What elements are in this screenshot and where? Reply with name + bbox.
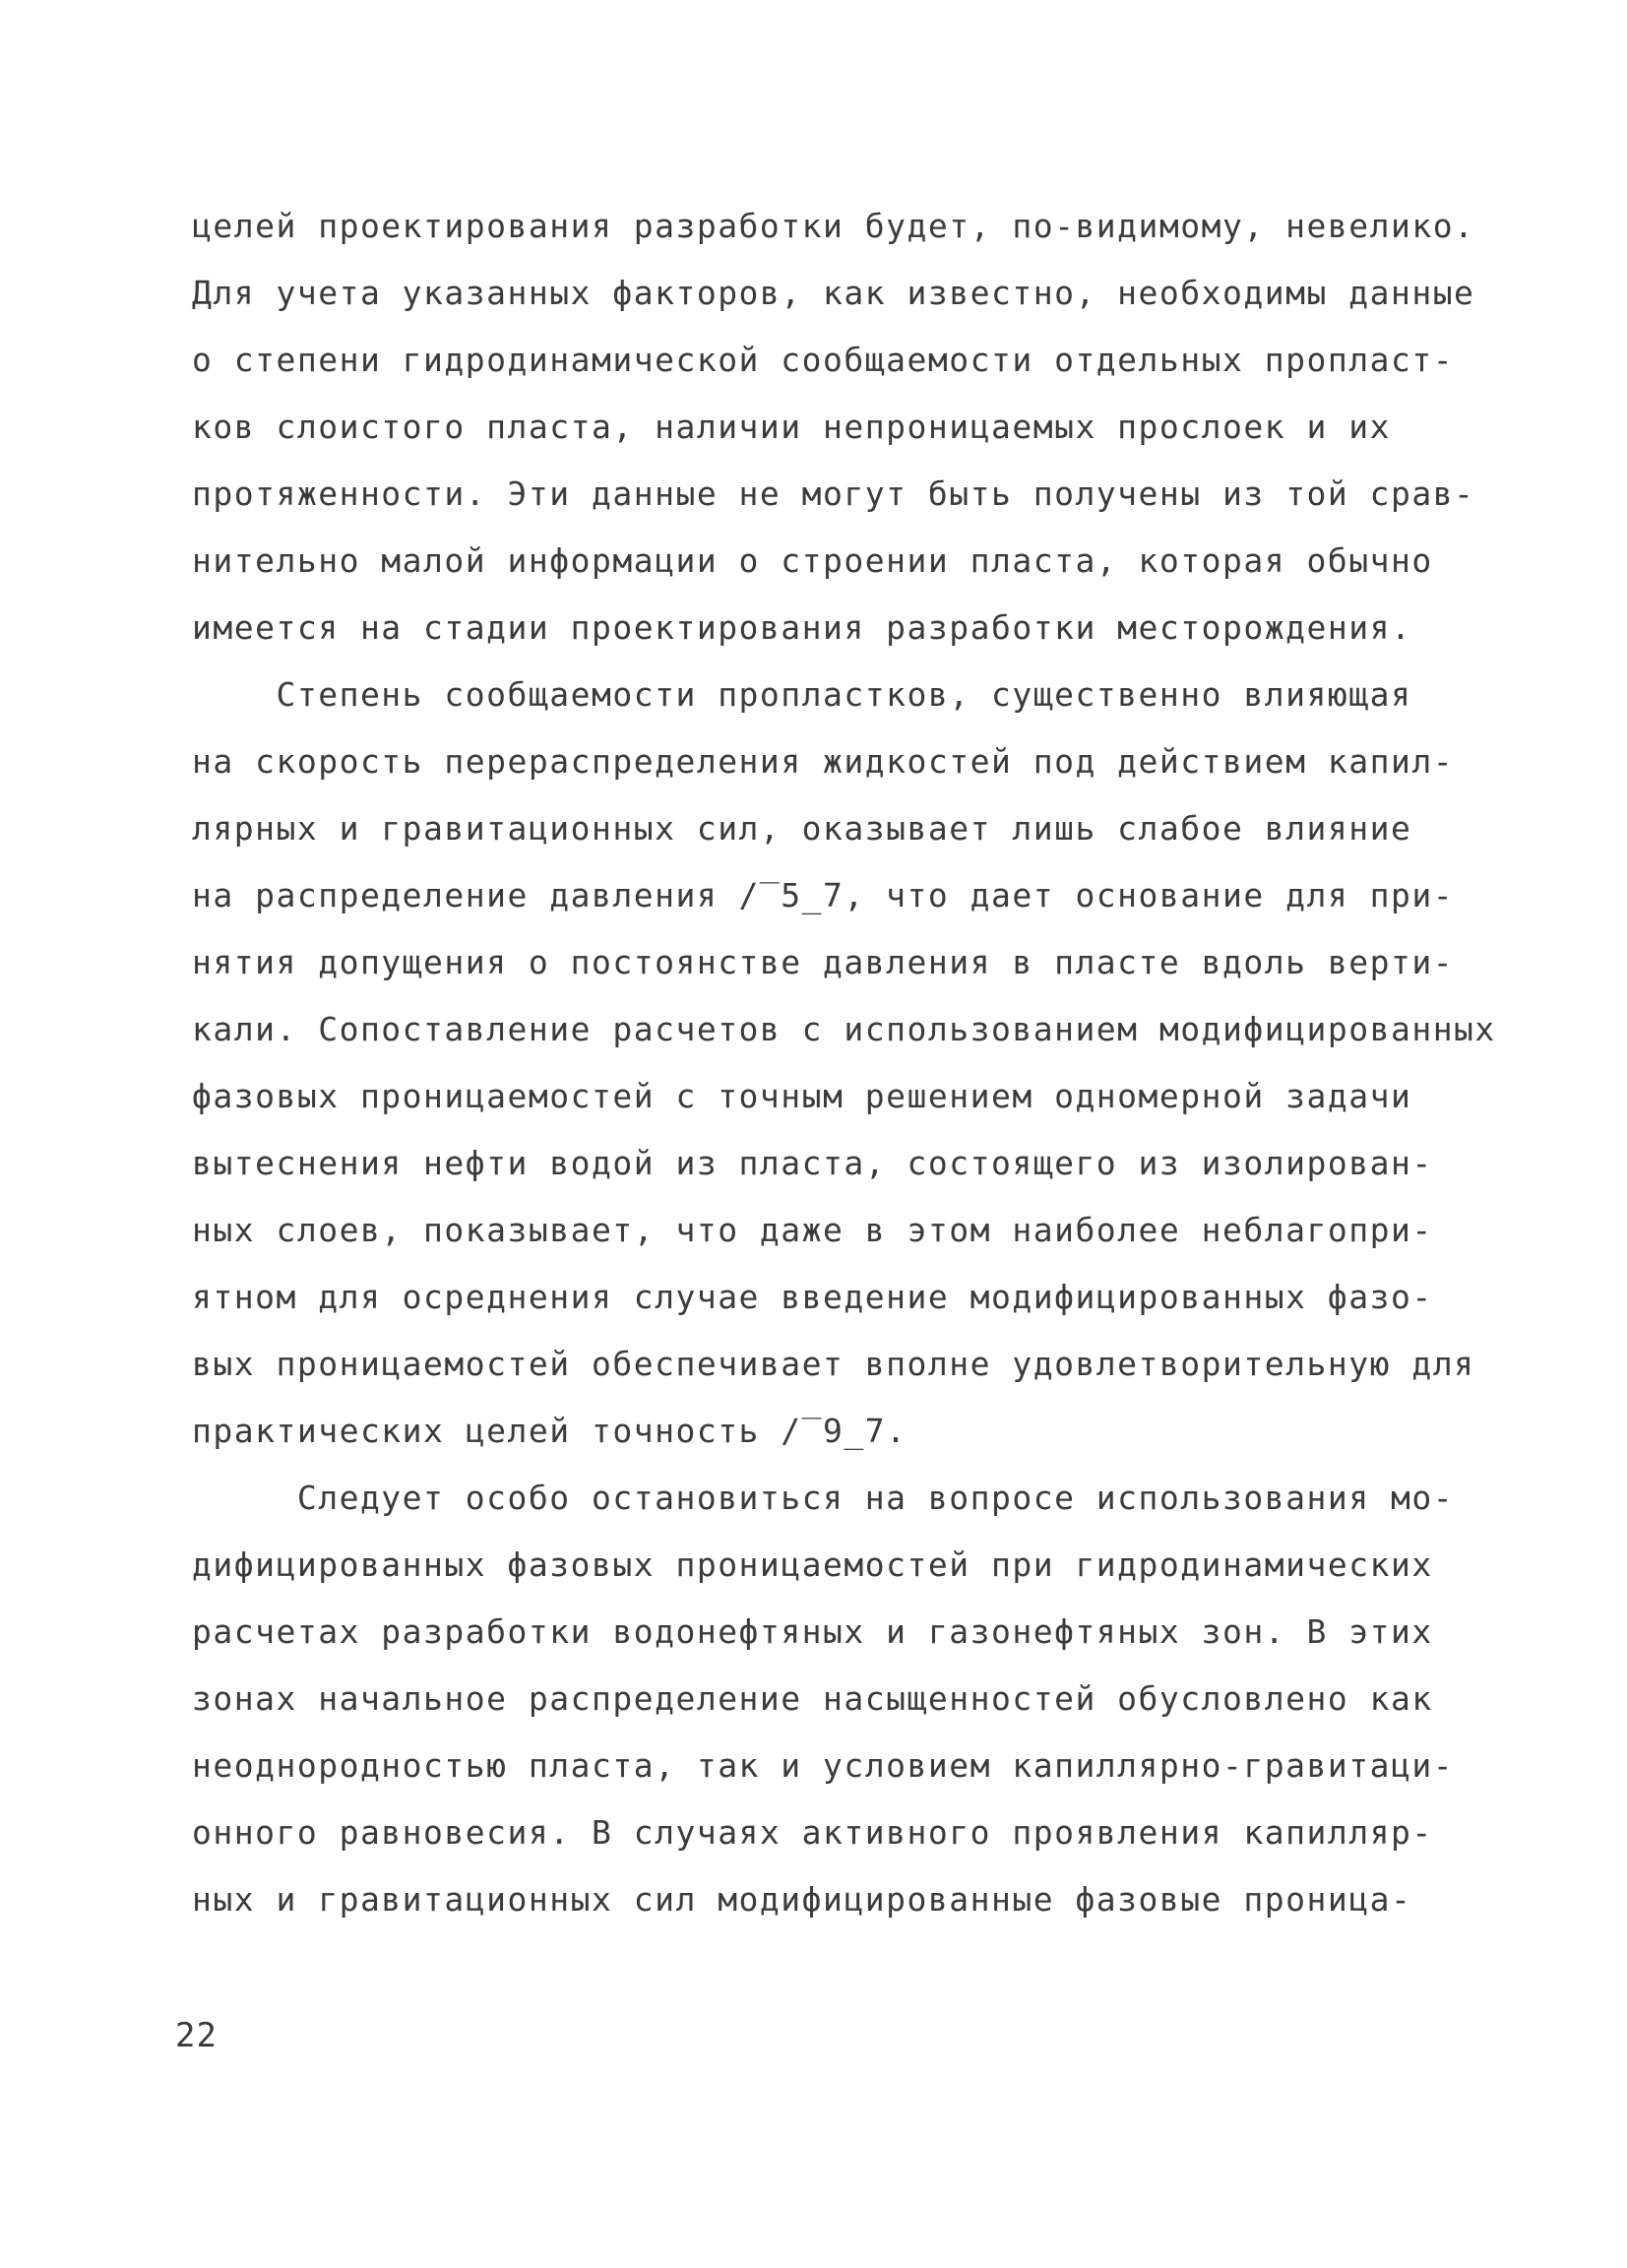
text-line: зонах начальное распределение насыщенностей обусловлено как	[192, 1679, 1433, 1718]
text-line: ных и гравитационных сил модифицированные фазовые проница-	[192, 1880, 1412, 1919]
text-line: целей проектирования разработки будет, по-видимому, невелико.	[192, 207, 1475, 245]
text-line: фазовых проницаемостей с точным решением одномерной задачи	[192, 1077, 1412, 1115]
text-line: лярных и гравитационных сил, оказывает лишь слабое влияние	[192, 809, 1412, 848]
text-line: на распределение давления /‾5_7, что дает основание для при-	[192, 876, 1455, 914]
text-line: кали. Сопоставление расчетов с использованием модифицированных	[192, 1010, 1496, 1048]
text-line: на скорость перераспределения жидкостей под действием капил-	[192, 742, 1455, 781]
page-number: 22	[175, 2016, 218, 2055]
paragraph-start-line: Следует особо остановиться на вопросе использования мо-	[192, 1479, 1455, 1517]
text-line: о степени гидродинамической сообщаемости отдельных пропласт-	[192, 341, 1455, 379]
text-line: ятном для осреднения случае введение модифицированных фазо-	[192, 1278, 1433, 1316]
text-line: вытеснения нефти водой из пласта, состоящего из изолирован-	[192, 1144, 1433, 1182]
text-line: протяженности. Эти данные не могут быть получены из той срав-	[192, 474, 1475, 513]
text-line: нительно малой информации о строении пласта, которая обычно	[192, 541, 1433, 580]
text-line: дифицированных фазовых проницаемостей при гидродинамических	[192, 1545, 1433, 1584]
text-line: неоднородностью пласта, так и условием капиллярно-гравитаци-	[192, 1746, 1455, 1785]
text-line: вых проницаемостей обеспечивает вполне удовлетворительную для	[192, 1345, 1475, 1383]
text-line: онного равновесия. В случаях активного проявления капилляр-	[192, 1813, 1433, 1852]
text-line: нятия допущения о постоянстве давления в пласте вдоль верти-	[192, 943, 1455, 981]
text-line: имеется на стадии проектирования разработки месторождения.	[192, 608, 1412, 647]
text-line: ков слоистого пласта, наличии непроницаемых прослоек и их	[192, 408, 1391, 446]
text-line: ных слоев, показывает, что даже в этом наиболее неблагопри-	[192, 1211, 1433, 1249]
text-line: расчетах разработки водонефтяных и газонефтяных зон. В этих	[192, 1612, 1433, 1651]
text-line: Для учета указанных факторов, как известно, необходимы данные	[192, 274, 1475, 312]
body-text	[192, 193, 1496, 1933]
text-line: практических целей точность /‾9_7.	[192, 1412, 907, 1450]
paragraph-start-line: Степень сообщаемости пропластков, существенно влияющая	[192, 675, 1412, 714]
